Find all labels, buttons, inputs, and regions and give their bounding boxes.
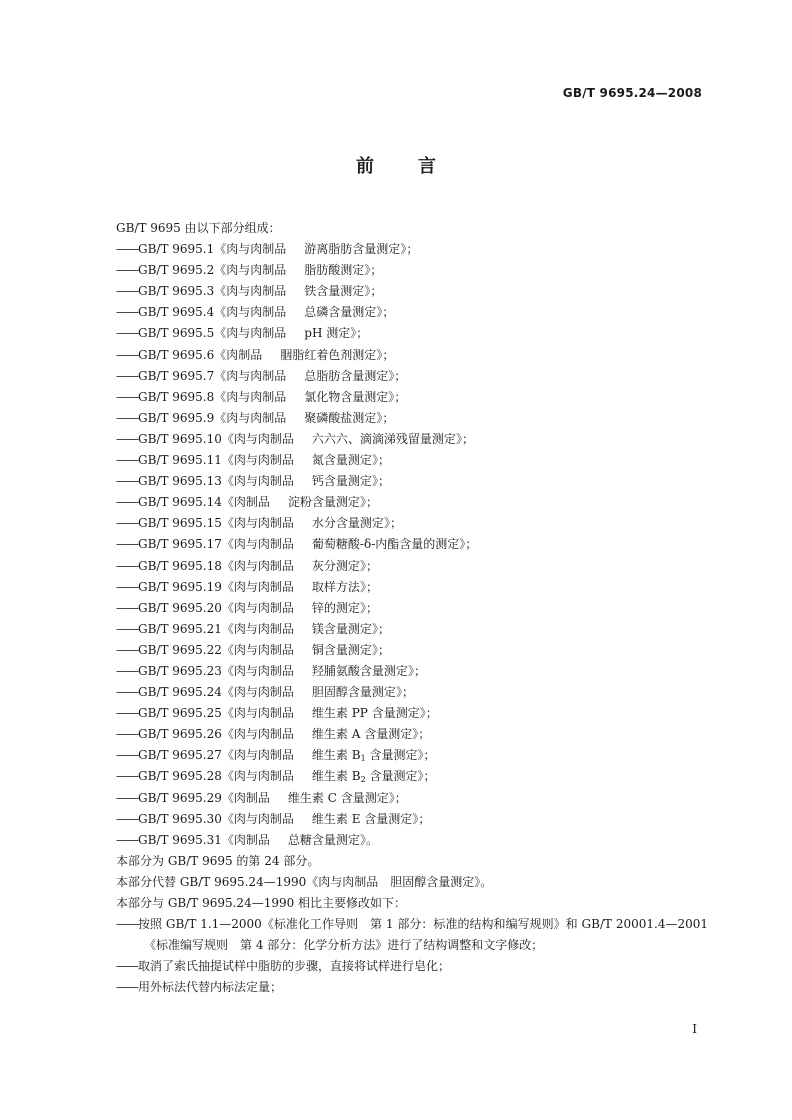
part-number: GB/T 9695.17 <box>138 537 222 552</box>
bracket-close: 》 <box>359 495 366 510</box>
part-category: 肉制品 <box>233 495 270 510</box>
part-name: 总脂肪含量测定 <box>304 368 389 383</box>
part-name: 维生素 B <box>311 769 361 784</box>
change-item <box>116 956 708 977</box>
bracket-close: 》 <box>388 389 395 404</box>
bracket-open: 《 <box>214 242 227 257</box>
bracket-open: 《 <box>221 832 234 847</box>
part-item <box>116 260 708 281</box>
dash: —— <box>116 769 138 784</box>
part-category: 肉与肉制品 <box>233 642 294 657</box>
dash: —— <box>116 537 138 552</box>
part-item <box>116 745 708 766</box>
bracket-close: 》 <box>359 579 366 594</box>
parts-list <box>116 239 708 851</box>
dash: —— <box>116 600 138 615</box>
item-end: ； <box>370 284 383 299</box>
part-number: GB/T 9695.9 <box>138 410 215 425</box>
bracket-close: 》 <box>371 474 378 489</box>
part-name: 氯化物含量测定 <box>304 389 389 404</box>
bracket-open: 《 <box>221 537 234 552</box>
part-name: 维生素 PP 含量测定 <box>311 706 420 721</box>
item-end: ； <box>465 537 478 552</box>
change-text: 按照 GB/T 1.1—2000《标准化工作导则 第 1 部分：标准的结构和编写规则》和 GB/T 20001.4—2001《标准编写规则 第 4 部分：化学分析方法》进行了结构调整和文字修改； <box>138 917 708 953</box>
part-number: GB/T 9695.27 <box>138 748 222 763</box>
bracket-open: 《 <box>221 769 234 784</box>
part-item <box>116 661 708 682</box>
bracket-close: 》 <box>455 431 462 446</box>
bracket-close: 》 <box>407 663 414 678</box>
dash: —— <box>116 579 138 594</box>
part-category: 肉与肉制品 <box>226 326 287 341</box>
dash: —— <box>116 959 138 974</box>
part-category: 肉与肉制品 <box>233 685 294 700</box>
bracket-close: 》 <box>395 685 402 700</box>
dash: —— <box>116 621 138 636</box>
bracket-close: 》 <box>364 284 371 299</box>
part-category: 肉与肉制品 <box>226 263 287 278</box>
part-category: 肉与肉制品 <box>226 242 287 257</box>
part-number: GB/T 9695.18 <box>138 558 222 573</box>
part-number: GB/T 9695.13 <box>138 474 222 489</box>
dash: —— <box>116 558 138 573</box>
part-category: 肉与肉制品 <box>226 284 287 299</box>
part-category: 肉与肉制品 <box>233 748 294 763</box>
bracket-close: 》 <box>417 748 424 763</box>
bracket-open: 《 <box>221 790 234 805</box>
bracket-open: 《 <box>221 748 234 763</box>
part-name: 脂肪酸测定 <box>304 263 365 278</box>
item-end: ； <box>401 685 414 700</box>
dash: —— <box>116 516 138 531</box>
subscript: 1 <box>360 754 366 764</box>
item-end: ； <box>370 263 383 278</box>
part-item <box>116 830 708 851</box>
bracket-close: 》 <box>376 410 383 425</box>
dash: —— <box>116 410 138 425</box>
page-number: I <box>692 1022 697 1036</box>
part-name: 游离脂肪含量测定 <box>304 242 401 257</box>
bracket-open: 《 <box>221 621 234 636</box>
part-item <box>116 387 708 408</box>
part-category: 肉与肉制品 <box>233 811 294 826</box>
part-number: GB/T 9695.31 <box>138 832 222 847</box>
part-category: 肉与肉制品 <box>233 579 294 594</box>
bracket-close: 》 <box>359 832 366 847</box>
dash: —— <box>116 263 138 278</box>
item-end: ； <box>377 621 390 636</box>
part-name: 维生素 E 含量测定 <box>311 811 413 826</box>
dash: —— <box>116 642 138 657</box>
bracket-close: 》 <box>459 537 466 552</box>
bracket-open: 《 <box>221 453 234 468</box>
part-item <box>116 302 708 323</box>
part-name: 锌的测定 <box>311 600 360 615</box>
bracket-open: 《 <box>214 305 227 320</box>
bracket-close: 》 <box>359 558 366 573</box>
part-category: 肉与肉制品 <box>226 410 287 425</box>
dash: —— <box>116 389 138 404</box>
dash: —— <box>116 284 138 299</box>
part-number: GB/T 9695.25 <box>138 706 222 721</box>
part-name: 羟脯氨酸含量测定 <box>311 663 408 678</box>
part-name: 胆固醇含量测定 <box>311 685 396 700</box>
item-end: ； <box>382 410 395 425</box>
part-number: GB/T 9695.8 <box>138 389 215 404</box>
item-end: ； <box>423 748 436 763</box>
dash: —— <box>116 706 138 721</box>
bracket-open: 《 <box>214 389 227 404</box>
dash: —— <box>116 431 138 446</box>
part-category: 肉与肉制品 <box>233 474 294 489</box>
part-item <box>116 513 708 534</box>
part-name: 取样方法 <box>311 579 360 594</box>
part-category: 肉与肉制品 <box>233 453 294 468</box>
dash: —— <box>116 305 138 320</box>
part-name: 维生素 A 含量测定 <box>311 727 413 742</box>
part-name: 铁含量测定 <box>304 284 365 299</box>
bracket-close: 》 <box>419 706 426 721</box>
part-category: 肉与肉制品 <box>233 516 294 531</box>
part-category: 肉与肉制品 <box>226 305 287 320</box>
dash: —— <box>116 727 138 742</box>
part-item <box>116 682 708 703</box>
part-number: GB/T 9695.21 <box>138 621 222 636</box>
change-item <box>116 977 708 998</box>
part-category: 肉制品 <box>233 832 270 847</box>
dash: —— <box>116 453 138 468</box>
item-end: ； <box>382 305 395 320</box>
bracket-close: 》 <box>371 642 378 657</box>
part-item <box>116 471 708 492</box>
item-end: ； <box>365 600 378 615</box>
part-name: 淀粉含量测定 <box>287 495 360 510</box>
paragraph: 本部分与 GB/T 9695.24—1990 相比主要修改如下： <box>116 896 407 910</box>
part-number: GB/T 9695.28 <box>138 769 222 784</box>
dash: —— <box>116 832 138 847</box>
part-category: 肉与肉制品 <box>233 769 294 784</box>
part-category: 肉制品 <box>226 347 263 362</box>
bracket-close: 》 <box>371 621 378 636</box>
bracket-open: 《 <box>214 368 227 383</box>
bracket-close: 》 <box>400 242 407 257</box>
part-name-after: 含量测定 <box>365 748 418 763</box>
page-title: 前言 <box>356 156 480 177</box>
item-end: ； <box>425 706 438 721</box>
part-item <box>116 429 708 450</box>
bracket-open: 《 <box>221 663 234 678</box>
part-item <box>116 640 708 661</box>
part-category: 肉与肉制品 <box>226 368 287 383</box>
part-item <box>116 809 708 830</box>
part-number: GB/T 9695.22 <box>138 642 222 657</box>
part-item <box>116 492 708 513</box>
item-end: ； <box>418 727 431 742</box>
dash: —— <box>116 242 138 257</box>
part-category: 肉与肉制品 <box>233 727 294 742</box>
part-number: GB/T 9695.7 <box>138 368 215 383</box>
dash: —— <box>116 748 138 763</box>
part-number: GB/T 9695.14 <box>138 495 222 510</box>
part-number: GB/T 9695.24 <box>138 685 222 700</box>
item-end: ； <box>394 368 407 383</box>
item-end: ； <box>356 326 369 341</box>
bracket-open: 《 <box>221 727 234 742</box>
part-number: GB/T 9695.19 <box>138 579 222 594</box>
part-item <box>116 556 708 577</box>
part-name: 胭脂红着色剂测定 <box>280 347 377 362</box>
part-name: 铜含量测定 <box>311 642 372 657</box>
part-item <box>116 534 708 555</box>
part-number: GB/T 9695.3 <box>138 284 215 299</box>
part-category: 肉与肉制品 <box>233 431 294 446</box>
bracket-open: 《 <box>214 263 227 278</box>
bracket-close: 》 <box>383 516 390 531</box>
bracket-open: 《 <box>221 600 234 615</box>
bracket-close: 》 <box>359 600 366 615</box>
change-item <box>116 914 708 956</box>
item-end: ； <box>413 663 426 678</box>
bracket-close: 》 <box>350 326 357 341</box>
item-end: ； <box>377 474 390 489</box>
bracket-close: 》 <box>417 769 424 784</box>
document-body <box>116 218 708 998</box>
part-number: GB/T 9695.23 <box>138 663 222 678</box>
dash: —— <box>116 980 138 995</box>
part-name: 维生素 C 含量测定 <box>287 790 389 805</box>
paragraph: 本部分代替 GB/T 9695.24—1990《肉与肉制品 胆固醇含量测定》。 <box>116 874 493 889</box>
part-item <box>116 766 708 787</box>
part-name: 钙含量测定 <box>311 474 372 489</box>
part-name: 葡萄糖酸-δ-内酯含量的测定 <box>311 537 460 552</box>
intro-text: GB/T 9695 由以下部分组成： <box>116 221 281 235</box>
bracket-close: 》 <box>388 368 395 383</box>
part-name: 聚磷酸盐测定 <box>304 410 377 425</box>
bracket-open: 《 <box>221 685 234 700</box>
bracket-open: 《 <box>221 474 234 489</box>
item-end: ； <box>418 811 431 826</box>
item-end: ； <box>389 516 402 531</box>
part-name: 水分含量测定 <box>311 516 384 531</box>
change-text: 取消了索氏抽提试样中脂肪的步骤，直接将试样进行皂化； <box>138 959 451 974</box>
bracket-close: 》 <box>376 305 383 320</box>
bracket-open: 《 <box>221 516 234 531</box>
dash: —— <box>116 368 138 383</box>
part-item <box>116 703 708 724</box>
bracket-open: 《 <box>221 642 234 657</box>
bracket-open: 《 <box>221 579 234 594</box>
bracket-open: 《 <box>214 284 227 299</box>
part-name: 总糖含量测定 <box>287 832 360 847</box>
bracket-open: 《 <box>221 811 234 826</box>
dash: —— <box>116 326 138 341</box>
item-end: ； <box>423 769 436 784</box>
part-item <box>116 366 708 387</box>
part-item <box>116 724 708 745</box>
part-name: 氮含量测定 <box>311 453 372 468</box>
part-item <box>116 281 708 302</box>
dash: —— <box>116 474 138 489</box>
part-category: 肉制品 <box>233 790 270 805</box>
bracket-open: 《 <box>214 326 227 341</box>
dash: —— <box>116 663 138 678</box>
part-category: 肉与肉制品 <box>233 706 294 721</box>
bracket-close: 》 <box>412 727 419 742</box>
part-item <box>116 788 708 809</box>
bracket-close: 》 <box>371 453 378 468</box>
paragraph: 本部分为 GB/T 9695 的第 24 部分。 <box>116 853 320 868</box>
item-end: ； <box>365 495 378 510</box>
part-name: pH 测定 <box>304 326 351 341</box>
item-end: ； <box>377 642 390 657</box>
bracket-close: 》 <box>376 347 383 362</box>
part-number: GB/T 9695.1 <box>138 242 215 257</box>
part-name: 总磷含量测定 <box>304 305 377 320</box>
item-end: ； <box>406 242 419 257</box>
part-name-after: 含量测定 <box>365 769 418 784</box>
part-number: GB/T 9695.15 <box>138 516 222 531</box>
part-item <box>116 345 708 366</box>
bracket-close: 》 <box>364 263 371 278</box>
part-category: 肉与肉制品 <box>226 389 287 404</box>
bracket-open: 《 <box>221 558 234 573</box>
part-item <box>116 619 708 640</box>
dash: —— <box>116 811 138 826</box>
dash: —— <box>116 495 138 510</box>
dash: —— <box>116 347 138 362</box>
bracket-open: 《 <box>221 431 234 446</box>
bracket-open: 《 <box>221 706 234 721</box>
item-end: ； <box>365 558 378 573</box>
part-item <box>116 577 708 598</box>
bracket-close: 》 <box>388 790 395 805</box>
part-number: GB/T 9695.6 <box>138 347 215 362</box>
item-end: ； <box>365 579 378 594</box>
part-item <box>116 239 708 260</box>
part-number: GB/T 9695.4 <box>138 305 215 320</box>
part-item <box>116 450 708 471</box>
part-number: GB/T 9695.20 <box>138 600 222 615</box>
dash: —— <box>116 917 138 932</box>
part-category: 肉与肉制品 <box>233 621 294 636</box>
part-category: 肉与肉制品 <box>233 558 294 573</box>
subscript: 2 <box>360 775 366 785</box>
part-number: GB/T 9695.11 <box>138 453 222 468</box>
part-item <box>116 408 708 429</box>
bracket-open: 《 <box>221 495 234 510</box>
bracket-open: 《 <box>214 347 227 362</box>
part-number: GB/T 9695.30 <box>138 811 222 826</box>
item-end: ； <box>461 431 474 446</box>
part-name: 镁含量测定 <box>311 621 372 636</box>
standard-code: GB/T 9695.24—2008 <box>562 86 702 100</box>
part-number: GB/T 9695.29 <box>138 790 222 805</box>
item-end: ； <box>394 790 407 805</box>
dash: —— <box>116 685 138 700</box>
part-number: GB/T 9695.5 <box>138 326 215 341</box>
part-category: 肉与肉制品 <box>233 537 294 552</box>
part-name: 六六六、滴滴涕残留量测定 <box>311 431 456 446</box>
part-number: GB/T 9695.2 <box>138 263 215 278</box>
part-item <box>116 598 708 619</box>
change-text: 用外标法代替内标法定量； <box>138 980 283 995</box>
bracket-open: 《 <box>214 410 227 425</box>
part-number: GB/T 9695.26 <box>138 727 222 742</box>
part-number: GB/T 9695.10 <box>138 431 222 446</box>
item-end: 。 <box>365 832 378 847</box>
dash: —— <box>116 790 138 805</box>
item-end: ； <box>377 453 390 468</box>
item-end: ； <box>394 389 407 404</box>
item-end: ； <box>382 347 395 362</box>
part-item <box>116 323 708 344</box>
part-category: 肉与肉制品 <box>233 663 294 678</box>
changes-list <box>116 914 708 998</box>
bracket-close: 》 <box>412 811 419 826</box>
part-name: 灰分测定 <box>311 558 360 573</box>
part-category: 肉与肉制品 <box>233 600 294 615</box>
part-name: 维生素 B <box>311 748 361 763</box>
